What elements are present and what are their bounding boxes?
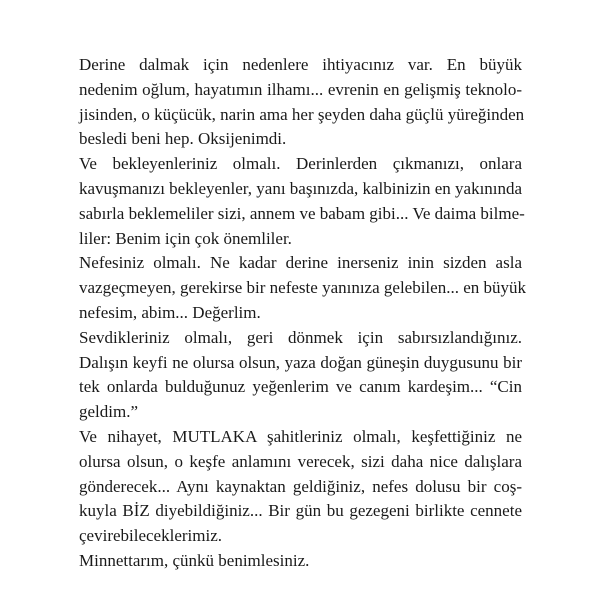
text-line: nefesim, abim... Değerlim. xyxy=(79,302,261,322)
text-line: besledi beni hep. Oksijenimdi. xyxy=(79,129,287,149)
text-line: Ve nihayet, MUTLAKA şahitleriniz olmalı, keşfettiğiniz ne xyxy=(79,426,522,446)
text-line: sabırla beklemeliler sizi, annem ve babam gibi... Ve daima bilme- xyxy=(79,203,525,223)
paragraph-6 xyxy=(79,549,522,574)
text-line: Dalışın keyfi ne olursa olsun, yaza doğan güneşin duygusunu bir xyxy=(79,352,522,372)
text-line: kuyla BİZ diyebildiğiniz... Bir gün bu gezegeni birlikte cennete xyxy=(79,501,522,521)
paragraph-5 xyxy=(79,425,522,549)
text-line: geldim.” xyxy=(79,402,139,422)
text-line: Minnettarım, çünkü benimlesiniz. xyxy=(79,550,310,570)
text-line: jisinden, o küçücük, narin ama her şeyden daha güçlü yüreğinden xyxy=(79,104,525,124)
text-line: tek onlarda bulduğunuz yeğenlerim ve canım kardeşim... “Cin xyxy=(79,377,522,397)
text-line: nedenim oğlum, hayatımın ilhamı... evrenin en gelişmiş teknolo- xyxy=(79,79,522,99)
page-text xyxy=(79,53,526,574)
paragraph-1 xyxy=(79,53,525,152)
text-line: gönderecek... Aynı kaynaktan geldiğiniz, nefes dolusu bir coş- xyxy=(79,476,522,496)
paragraph-3 xyxy=(79,251,526,325)
text-line: Ve bekleyenleriniz olmalı. Derinlerden çıkmanızı, onlara xyxy=(79,154,522,174)
text-line: Sevdikleriniz olmalı, geri dönmek için sabırsızlandığınız. xyxy=(79,327,522,347)
paragraph-2 xyxy=(79,152,525,251)
text-line: vazgeçmeyen, gerekirse bir nefeste yanınıza gelebilen... en büyük xyxy=(79,278,526,298)
text-line: olursa olsun, o keşfe anlamını verecek, sizi daha nice dalışlara xyxy=(79,451,522,471)
text-line: Derine dalmak için nedenlere ihtiyacınız var. En büyük xyxy=(79,55,522,74)
text-line: çevirebileceklerimiz. xyxy=(79,526,222,546)
paragraph-4 xyxy=(79,326,522,425)
text-line: Nefesiniz olmalı. Ne kadar derine inerseniz inin sizden asla xyxy=(79,253,522,273)
text-line: liler: Benim için çok önemliler. xyxy=(79,228,292,248)
text-line: kavuşmanızı bekleyenler, yanı başınızda, kalbinizin en yakınında xyxy=(79,178,523,198)
